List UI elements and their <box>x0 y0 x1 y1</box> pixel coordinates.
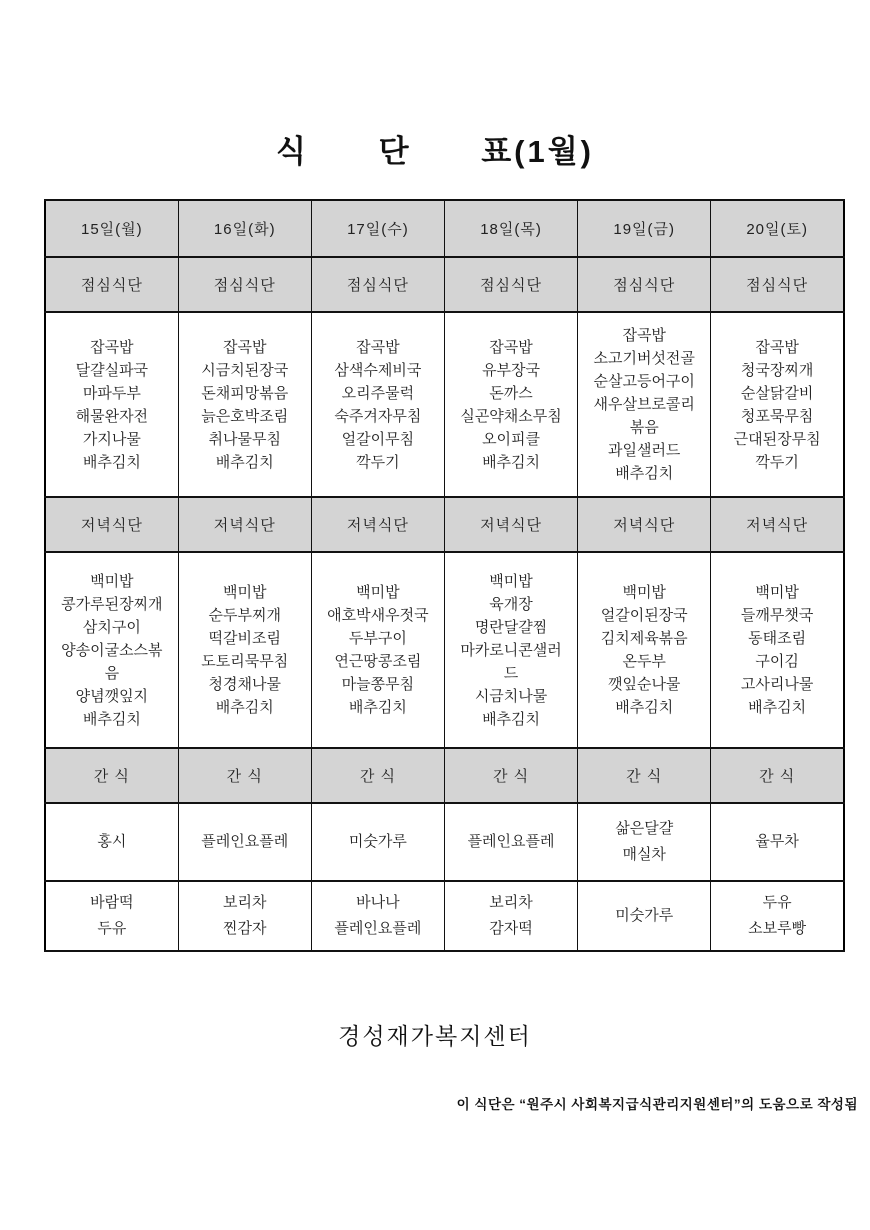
menu-item: 돈까스 <box>489 384 533 402</box>
day-header-mon: 15일(월) <box>45 200 178 257</box>
lunch-menu-tue <box>178 312 311 497</box>
day-header-wed: 17일(수) <box>311 200 444 257</box>
menu-item: 오리주물럭 <box>341 384 415 402</box>
dinner-menu-fri <box>578 552 711 748</box>
menu-item: 근대된장무침 <box>733 430 821 448</box>
snack2-tue <box>178 881 311 951</box>
menu-item: 오이피클 <box>482 430 541 448</box>
dinner-menu-wed <box>311 552 444 748</box>
menu-item: 양송이굴소스볶음 <box>61 641 163 682</box>
dinner-menu-mon <box>45 552 178 748</box>
dinner-menu-sat <box>711 552 844 748</box>
snack1-thu <box>444 803 577 881</box>
menu-item: 배추김치 <box>215 699 274 716</box>
menu-item: 온두부 <box>622 653 666 670</box>
menu-item: 배추김치 <box>82 710 141 728</box>
lunch-label: 점심식단 <box>311 257 444 312</box>
menu-item: 배추김치 <box>615 465 674 482</box>
menu-item: 미숫가루 <box>348 833 407 850</box>
menu-item: 백미밥 <box>222 584 267 601</box>
snack1-fri <box>578 803 711 881</box>
menu-item: 삼치구이 <box>82 618 141 636</box>
menu-item: 보리차 <box>489 894 533 911</box>
menu-item: 찐감자 <box>222 920 267 937</box>
menu-item: 플레인요플레 <box>334 920 422 937</box>
menu-item: 배추김치 <box>348 699 407 716</box>
lunch-label: 점심식단 <box>711 257 844 312</box>
day-header-fri: 19일(금) <box>578 200 711 257</box>
day-header-tue: 16일(화) <box>178 200 311 257</box>
dinner-label-row <box>45 497 844 552</box>
menu-item: 백미밥 <box>356 584 400 601</box>
menu-item: 깍두기 <box>755 453 799 471</box>
snack2-sat <box>711 881 844 951</box>
menu-item: 청포묵무침 <box>740 407 814 425</box>
menu-item: 바나나 <box>356 894 400 911</box>
menu-item: 미숫가루 <box>615 907 674 924</box>
day-header-sat: 20일(토) <box>711 200 844 257</box>
menu-item: 백미밥 <box>622 584 666 601</box>
menu-item: 순살닭갈비 <box>740 384 814 402</box>
center-name: 경성재가복지센터 <box>338 1023 532 1049</box>
dinner-menu-thu <box>444 552 577 748</box>
menu-item: 보리차 <box>222 894 267 911</box>
menu-item: 구이김 <box>755 653 799 670</box>
snack2-mon <box>45 881 178 951</box>
menu-item: 율무차 <box>755 833 799 850</box>
menu-item: 떡갈비조림 <box>208 630 281 647</box>
menu-item: 배추김치 <box>215 453 274 471</box>
dinner-label: 저녁식단 <box>444 497 577 552</box>
menu-item: 깻잎순나물 <box>607 676 681 693</box>
menu-item: 두부구이 <box>348 630 407 647</box>
menu-item: 청경채나물 <box>208 676 281 693</box>
lunch-menu-mon <box>45 312 178 497</box>
menu-item: 배추김치 <box>748 699 807 716</box>
menu-item: 플레인요플레 <box>467 833 555 850</box>
snack2-fri <box>578 881 711 951</box>
menu-item: 배추김치 <box>82 453 141 471</box>
snack1-sat <box>711 803 844 881</box>
dinner-label: 저녁식단 <box>578 497 711 552</box>
menu-item: 잡곡밥 <box>356 338 400 356</box>
dinner-label: 저녁식단 <box>711 497 844 552</box>
snack-label-row <box>45 748 844 803</box>
meal-plan-table <box>44 199 845 952</box>
menu-item: 연근땅콩조림 <box>334 653 422 670</box>
menu-item: 매실차 <box>622 846 666 863</box>
menu-item: 동태조림 <box>748 630 807 647</box>
menu-item: 새우살브로콜리볶음 <box>593 396 695 436</box>
lunch-label: 점심식단 <box>178 257 311 312</box>
menu-item: 도토리묵무침 <box>201 653 289 670</box>
lunch-label: 점심식단 <box>578 257 711 312</box>
day-header-thu: 18일(목) <box>444 200 577 257</box>
menu-item: 청국장찌개 <box>740 361 814 379</box>
menu-item: 백미밥 <box>489 572 533 590</box>
menu-item: 과일샐러드 <box>607 442 681 459</box>
menu-item: 감자떡 <box>489 920 533 937</box>
menu-item: 두유 <box>762 894 792 911</box>
lunch-label-row <box>45 257 844 312</box>
menu-item: 육개장 <box>489 595 533 613</box>
snack-label: 간 식 <box>578 748 711 803</box>
snack-label: 간 식 <box>444 748 577 803</box>
menu-item: 해물완자전 <box>75 407 149 425</box>
menu-item: 배추김치 <box>482 453 541 471</box>
menu-item: 잡곡밥 <box>755 338 799 356</box>
menu-item: 홍시 <box>97 833 127 850</box>
page-title: 식 단 표(1월) <box>275 134 595 169</box>
menu-item: 고사리나물 <box>740 676 814 693</box>
menu-item: 소보루빵 <box>748 920 807 937</box>
menu-item: 양념깻잎지 <box>75 687 149 705</box>
menu-item: 시금치된장국 <box>201 361 289 379</box>
menu-item: 얼갈이된장국 <box>600 607 688 624</box>
menu-item: 배추김치 <box>615 699 674 716</box>
day-header-row <box>45 200 844 257</box>
menu-item: 순살고등어구이 <box>593 373 695 390</box>
lunch-menu-row <box>45 312 844 497</box>
snack2-wed <box>311 881 444 951</box>
menu-item: 실곤약채소무침 <box>460 407 562 425</box>
menu-item: 깍두기 <box>356 453 400 471</box>
menu-item: 잡곡밥 <box>222 338 267 356</box>
menu-item: 애호박새우젓국 <box>327 607 429 624</box>
menu-item: 삼색수제비국 <box>334 361 422 379</box>
menu-item: 얼갈이무침 <box>341 430 415 448</box>
menu-item: 마파두부 <box>82 384 141 402</box>
menu-item: 플레인요플레 <box>201 833 289 850</box>
dinner-label: 저녁식단 <box>178 497 311 552</box>
snack1-row <box>45 803 844 881</box>
menu-item: 배추김치 <box>482 710 541 728</box>
menu-item: 돈채피망볶음 <box>201 384 289 402</box>
menu-item: 삶은달걀 <box>615 820 674 837</box>
menu-item: 바람떡 <box>90 894 134 911</box>
menu-item: 유부장국 <box>482 361 541 379</box>
menu-item: 가지나물 <box>82 430 141 448</box>
menu-item: 콩가루된장찌개 <box>61 595 163 613</box>
menu-item: 명란달걀찜 <box>474 618 548 636</box>
snack-label: 간 식 <box>45 748 178 803</box>
menu-item: 순두부찌개 <box>208 607 281 624</box>
lunch-menu-thu <box>444 312 577 497</box>
snack-label: 간 식 <box>178 748 311 803</box>
snack-label: 간 식 <box>711 748 844 803</box>
menu-item: 늙은호박조림 <box>201 407 289 425</box>
lunch-label: 점심식단 <box>45 257 178 312</box>
menu-item: 들깨무챗국 <box>740 607 814 624</box>
snack1-tue <box>178 803 311 881</box>
lunch-menu-wed <box>311 312 444 497</box>
menu-item: 달걀실파국 <box>75 361 149 379</box>
menu-item: 마늘쫑무침 <box>341 676 415 693</box>
snack1-mon <box>45 803 178 881</box>
menu-item: 백미밥 <box>755 584 799 601</box>
dinner-label: 저녁식단 <box>45 497 178 552</box>
lunch-label: 점심식단 <box>444 257 577 312</box>
menu-item: 잡곡밥 <box>489 338 533 356</box>
snack1-wed <box>311 803 444 881</box>
dinner-menu-row <box>45 552 844 748</box>
menu-item: 잡곡밥 <box>622 327 666 344</box>
menu-item: 백미밥 <box>90 572 134 590</box>
snack-label: 간 식 <box>311 748 444 803</box>
menu-item: 마카로니콘샐러드 <box>460 641 562 682</box>
snack2-thu <box>444 881 577 951</box>
menu-item: 시금치나물 <box>474 687 548 705</box>
menu-item: 취나물무침 <box>208 430 281 448</box>
lunch-menu-sat <box>711 312 844 497</box>
dinner-label: 저녁식단 <box>311 497 444 552</box>
menu-item: 두유 <box>97 920 127 937</box>
snack2-row <box>45 881 844 951</box>
menu-item: 소고기버섯전골 <box>593 350 695 367</box>
lunch-menu-fri <box>578 312 711 497</box>
footer-note: 이 식단은 “원주시 사회복지급식관리지원센터”의 도움으로 작성됨 <box>456 1097 858 1112</box>
dinner-menu-tue <box>178 552 311 748</box>
menu-item: 숙주겨자무침 <box>334 407 422 425</box>
menu-item: 김치제육볶음 <box>600 630 688 647</box>
menu-item: 잡곡밥 <box>90 338 134 356</box>
